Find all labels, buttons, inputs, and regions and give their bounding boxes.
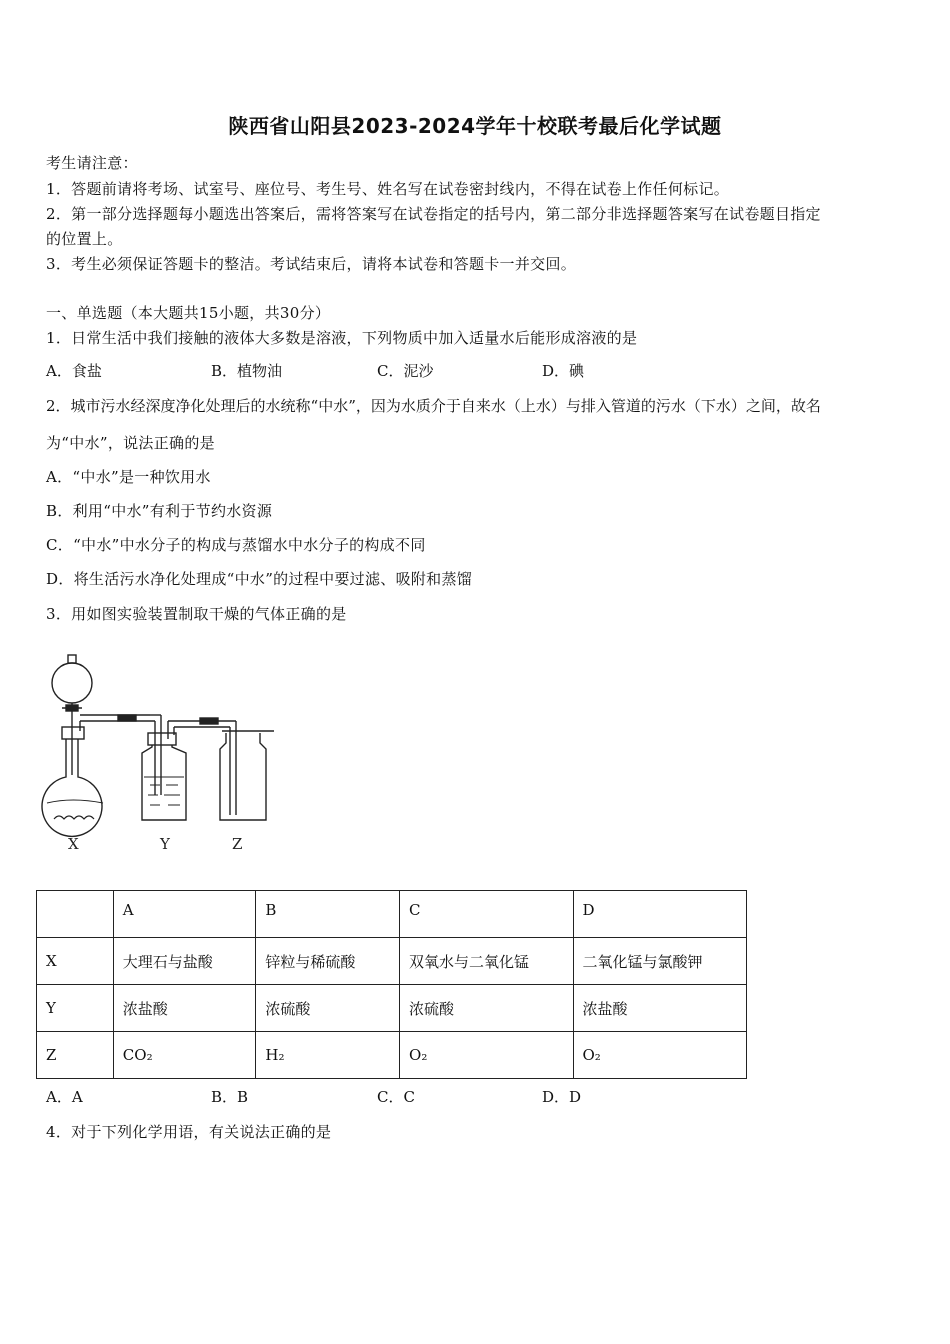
table-cell: 浓盐酸 bbox=[113, 985, 256, 1032]
section-heading: 一、单选题（本大题共15小题，共30分） bbox=[46, 304, 331, 322]
q3-option-d: D．D bbox=[542, 1088, 582, 1106]
table-cell: CO₂ bbox=[113, 1032, 256, 1079]
apparatus-figure bbox=[40, 635, 280, 860]
table-cell: O₂ bbox=[400, 1032, 573, 1079]
table-cell: 双氧水与二氧化锰 bbox=[400, 938, 573, 985]
q1-stem: 1．日常生活中我们接触的液体大多数是溶液，下列物质中加入适量水后能形成溶液的是 bbox=[46, 329, 638, 347]
notice-item-1: 1．答题前请将考场、试室号、座位号、考生号、姓名写在试卷密封线内，不得在试卷上作任何标记。 bbox=[46, 180, 730, 198]
table-row bbox=[37, 938, 747, 985]
notice-item-3: 3．考生必须保证答题卡的整洁。考试结束后，请将本试卷和答题卡一并交回。 bbox=[46, 255, 577, 273]
table-cell: 二氧化锰与氯酸钾 bbox=[573, 938, 747, 985]
table-cell: Y bbox=[37, 985, 114, 1032]
figure-label-z: Z bbox=[232, 835, 243, 853]
q3-option-b: B．B bbox=[211, 1088, 249, 1106]
table-row bbox=[37, 985, 747, 1032]
q3-option-c: C．C bbox=[377, 1088, 415, 1106]
table-header-row bbox=[37, 891, 747, 938]
table-cell: D bbox=[573, 891, 747, 938]
table-cell: X bbox=[37, 938, 114, 985]
table-cell: 锌粒与稀硫酸 bbox=[256, 938, 400, 985]
table-cell: 浓盐酸 bbox=[573, 985, 747, 1032]
q2-stem-line1: 2．城市污水经深度净化处理后的水统称“中水”，因为水质介于自来水（上水）与排入管道的污水（下水）之间，故名 bbox=[46, 397, 821, 415]
table-row bbox=[37, 1032, 747, 1079]
table-cell: 大理石与盐酸 bbox=[113, 938, 256, 985]
q3-table bbox=[36, 890, 747, 1079]
q2-option-b: B．利用“中水”有利于节约水资源 bbox=[46, 502, 273, 520]
q1-option-a: A．食盐 bbox=[46, 362, 102, 380]
q2-stem-line2: 为“中水”，说法正确的是 bbox=[46, 434, 215, 452]
q3-option-a: A．A bbox=[46, 1088, 83, 1106]
figure-label-y: Y bbox=[160, 835, 170, 853]
notice-heading: 考生请注意： bbox=[46, 154, 138, 172]
table-cell: 浓硫酸 bbox=[256, 985, 400, 1032]
q1-option-d: D．碘 bbox=[542, 362, 585, 380]
table-cell: H₂ bbox=[256, 1032, 400, 1079]
table-cell: Z bbox=[37, 1032, 114, 1079]
q1-option-b: B．植物油 bbox=[211, 362, 283, 380]
q4-stem: 4．对于下列化学用语，有关说法正确的是 bbox=[46, 1123, 332, 1141]
q1-option-c: C．泥沙 bbox=[377, 362, 434, 380]
table-cell: C bbox=[400, 891, 573, 938]
q2-option-d: D．将生活污水净化处理成“中水”的过程中要过滤、吸附和蒸馏 bbox=[46, 570, 473, 588]
table-cell: O₂ bbox=[573, 1032, 747, 1079]
notice-item-2-cont: 的位置上。 bbox=[46, 230, 123, 248]
table-cell bbox=[37, 891, 114, 938]
q2-option-c: C．“中水”中水分子的构成与蒸馏水中水分子的构成不同 bbox=[46, 536, 426, 554]
q2-option-a: A．“中水”是一种饮用水 bbox=[46, 468, 211, 486]
notice-item-2: 2．第一部分选择题每小题选出答案后，需将答案写在试卷指定的括号内，第二部分非选择题答案写在试卷题目指定 bbox=[46, 205, 821, 223]
table-cell: 浓硫酸 bbox=[400, 985, 573, 1032]
q3-stem: 3．用如图实验装置制取干燥的气体正确的是 bbox=[46, 605, 347, 623]
page-title: 陕西省山阳县2023-2024学年十校联考最后化学试题 bbox=[228, 114, 722, 138]
table-cell: A bbox=[113, 891, 256, 938]
figure-label-x: X bbox=[68, 835, 79, 853]
table-cell: B bbox=[256, 891, 400, 938]
